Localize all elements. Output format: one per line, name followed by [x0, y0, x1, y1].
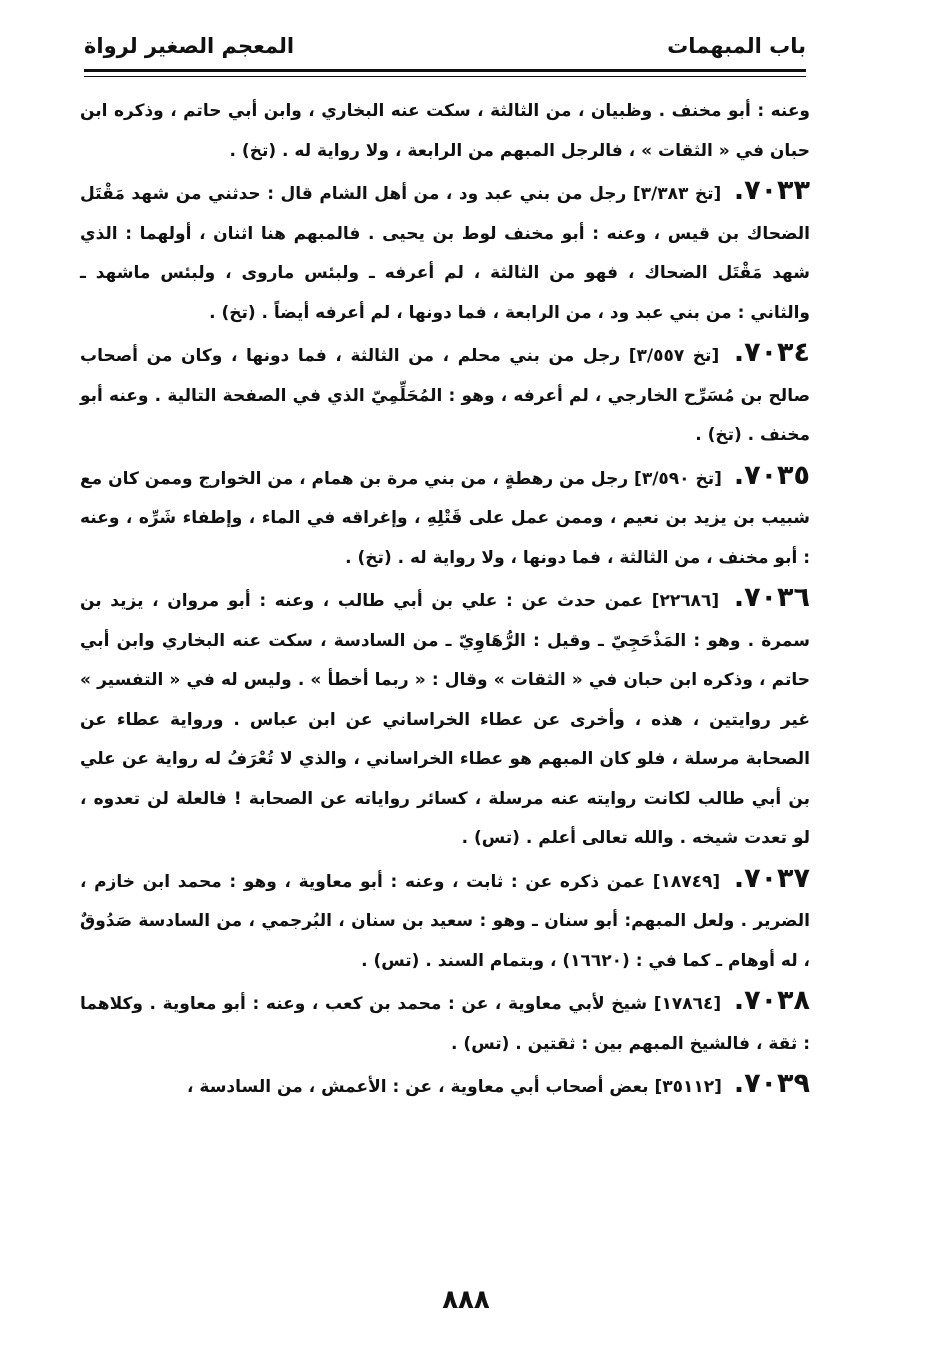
header-divider-thin [84, 76, 806, 77]
entry-number: ٧٠٣٦. [733, 582, 810, 613]
page-number: ٨٨٨ [442, 1285, 490, 1315]
book-title: المعجم الصغير لرواة [84, 34, 295, 58]
entry-text: [٣٥١١٢] بعض أصحاب أبي معاوية ، عن : الأعمش ، من السادسة ، [187, 1077, 722, 1097]
entry-number: ٧٠٣٨. [733, 985, 811, 1016]
page-header [84, 28, 806, 72]
entry-7039 [80, 1064, 810, 1108]
entry-7035 [80, 456, 810, 579]
entry-number: ٧٠٣٥. [733, 459, 811, 491]
entry-7036 [80, 578, 810, 859]
entry-7033 [80, 171, 810, 333]
section-title: باب المبهمات [667, 34, 806, 58]
intro-paragraph [80, 92, 810, 171]
entry-number: ٧٠٣٤. [733, 337, 811, 368]
entry-number: ٧٠٣٩. [733, 1068, 810, 1099]
entry-number: ٧٠٣٣. [733, 175, 811, 206]
entry-text: [١٨٧٤٩] عمن ذكره عن : ثابت ، وعنه : أبو معاوية ، وهو : محمد ابن خازم ، الضرير . ولعل المبهم: أبو سنان ـ وهو : سعيد بن سنان ، البُرجمي ، من السادسة صَدُوقٌ ، له أوهام ـ كما في : (١٦٦٢٠) ، وبتمام السند . (تس) . [80, 871, 810, 971]
entry-text: [تخ ٣/٥٩٠] رجل من رهطةٍ ، من بني مرة بن همام ، من الخوارج وممن كان مع شبيب بن يزيد بن نعيم ، وممن عمل على قَتْلِهِ ، وإغراقه في الماء ، وإطفاء شَرِّه ، وعنه : أبو مخنف ، من الثالثة ، فما دونها ، ولا رواية له . (تخ) . [80, 468, 810, 568]
header-divider [84, 69, 806, 72]
intro-line: وعنه : أبو مخنف . وظبيان ، من الثالثة ، سكت عنه البخاري ، وابن أبي حاتم ، وذكره ابن [80, 101, 810, 121]
entry-text: [تخ ٣/٥٥٧] رجل من بني محلم ، من الثالثة ، فما دونها ، وكان من أصحاب صالح بن مُسَرِّح الخارجي ، لم أعرفه ، وهو : المُحَلِّمِيّ الذي في الصفحة التالية . وعنه أبو مخنف . (تخ) . [80, 346, 810, 445]
entry-text: [تخ ٣/٣٨٣] رجل من بني عبد ود ، من أهل الشام قال : حدثني من شهد مَقْتَل الضحاك بن قيس ، وعنه : أبو مخنف لوط بن يحيى . فالمبهم هنا اثنان ، أولهما : الذي شهد مَقْتَل الضحاك ، فهو من الثالثة ، لم أعرفه ـ ولبئس ماروى ، ولبئس ماشهد ـ والثاني : من بني عبد ود ، من الرابعة ، فما دونها ، لم أعرفه أيضاً . (تخ) . [80, 184, 810, 323]
page-body [80, 92, 810, 1108]
intro-line: حبان في « الثقات » ، فالرجل المبهم من الرابعة ، ولا رواية له . (تخ) . [229, 140, 810, 161]
entry-text: [١٧٨٦٤] شيخ لأبي معاوية ، عن : محمد بن كعب ، وعنه : أبو معاوية . وكلاهما : ثقة ، فالشيخ المبهم بين : ثقتين . (تس) . [80, 994, 810, 1054]
entry-7037 [80, 859, 810, 982]
entry-7038 [80, 981, 810, 1064]
entry-number: ٧٠٣٧. [733, 862, 811, 894]
entry-7034 [80, 333, 810, 456]
entry-text: [٢٢٦٨٦] عمن حدث عن : علي بن أبي طالب ، وعنه : أبو مروان ، يزيد بن سمرة . وهو : المَذْحَجِيّ ـ وقيل : الرُّهَاوِيّ ـ من السادسة ، سكت عنه البخاري وابن أبي حاتم ، وذكره ابن حبان في « الثقات » وقال : « ربما أخطأ » . وليس له في « التفسير » غير روايتين ، هذه ، وأخرى عن عطاء الخراساني عن ابن عباس . ورواية عطاء عن الصحابة مرسلة ، فلو كان المبهم هو عطاء الخراساني ، والذي لا تُعْرَفُ له رواية عن علي بن أبي طالب لكانت روايته عنه مرسلة ، كسائر رواياته عن الصحابة ! فالعلة لن تعدوه ، لو تعدت شيخه . والله تعالى أعلم . (تس) . [80, 591, 810, 848]
